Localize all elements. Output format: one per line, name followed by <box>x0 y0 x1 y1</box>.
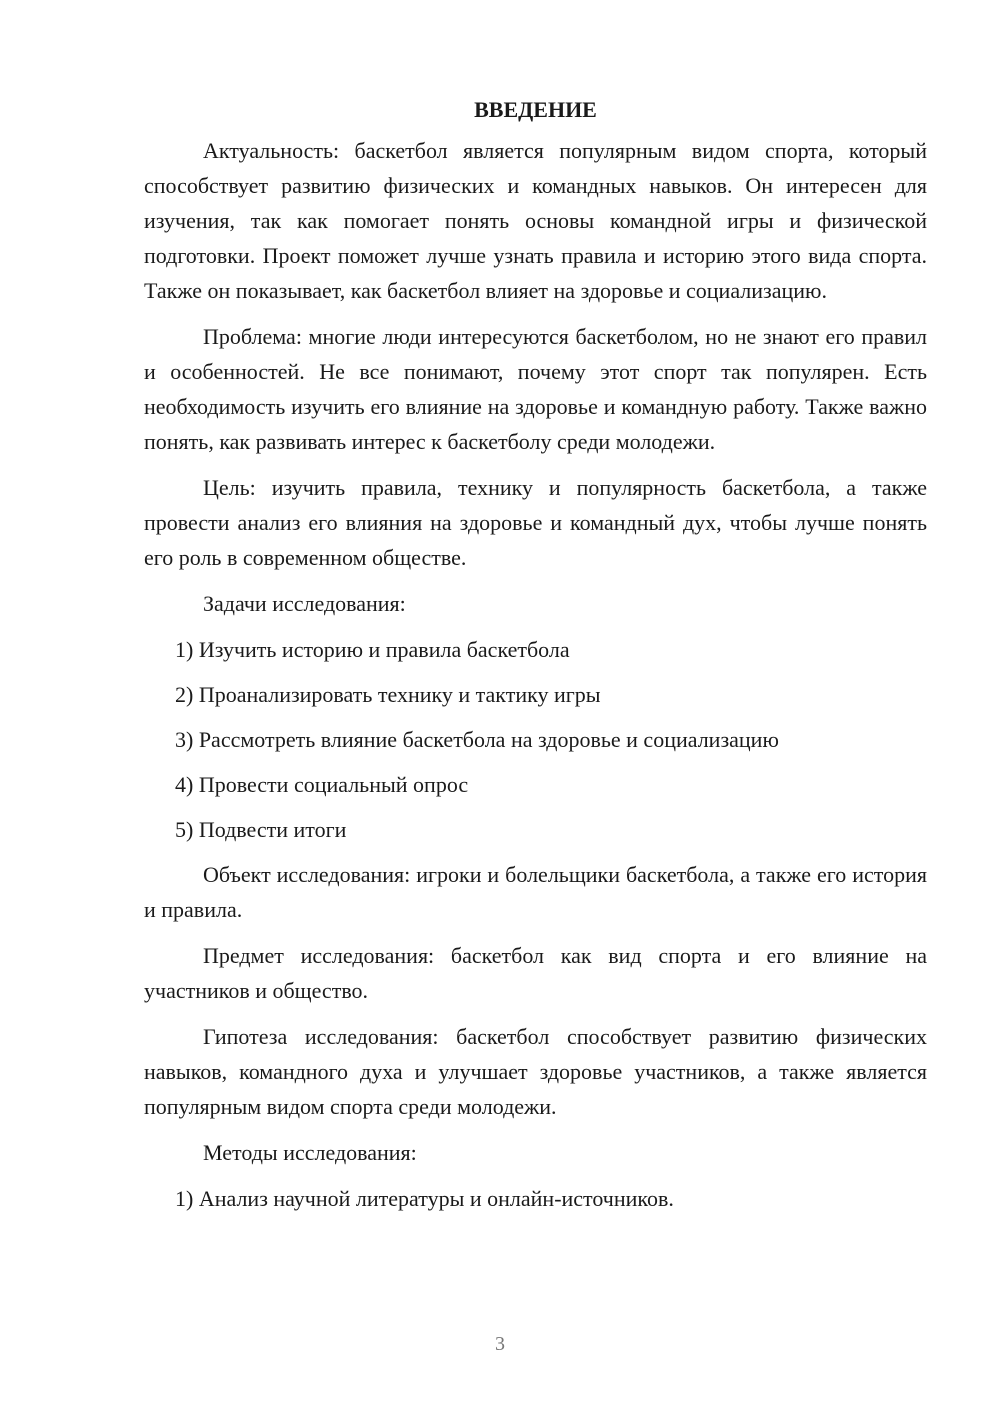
section-title: ВВЕДЕНИЕ <box>474 97 597 122</box>
object-paragraph: Объект исследования: игроки и болельщики баскетбола, а также его история и правила. <box>144 862 927 922</box>
task-item: 4) Провести социальный опрос <box>175 772 469 797</box>
task-item: 3) Рассмотреть влияние баскетбола на здоровье и социализацию <box>175 727 779 752</box>
method-item: 1) Анализ научной литературы и онлайн-источников. <box>175 1186 674 1211</box>
task-item: 2) Проанализировать технику и тактику игры <box>175 682 601 707</box>
methods-heading: Методы исследования: <box>203 1140 417 1165</box>
document-page <box>144 92 927 1226</box>
tasks-heading: Задачи исследования: <box>203 591 406 616</box>
subject-paragraph: Предмет исследования: баскетбол как вид спорта и его влияние на участников и общество. <box>144 943 927 1003</box>
goal-paragraph: Цель: изучить правила, технику и популярность баскетбола, а также провести анализ его влияния на здоровье и командный дух, чтобы лучше понять его роль в современном обществе. <box>144 475 927 570</box>
relevance-paragraph: Актуальность: баскетбол является популярным видом спорта, который способствует развитию физических и командных навыков. Он интересен для изучения, так как помогает понять основы командной игры и физической подготовки. Проект поможет лучше узнать правила и историю этого вида спорта. Также он показывает, как баскетбол влияет на здоровье и социализацию. <box>144 138 927 303</box>
problem-paragraph: Проблема: многие люди интересуются баскетболом, но не знают его правил и особенностей. Не все понимают, почему этот спорт так популярен. Есть необходимость изучить его влияние на здоровье и командную работу. Также важно понять, как развивать интерес к баскетболу среди молодежи. <box>144 324 927 454</box>
task-item: 1) Изучить историю и правила баскетбола <box>175 637 570 662</box>
task-item: 5) Подвести итоги <box>175 817 347 842</box>
page-number: 3 <box>495 1333 505 1355</box>
hypothesis-paragraph: Гипотеза исследования: баскетбол способствует развитию физических навыков, командного духа и улучшает здоровье участников, а также является популярным видом спорта среди молодежи. <box>144 1024 927 1119</box>
